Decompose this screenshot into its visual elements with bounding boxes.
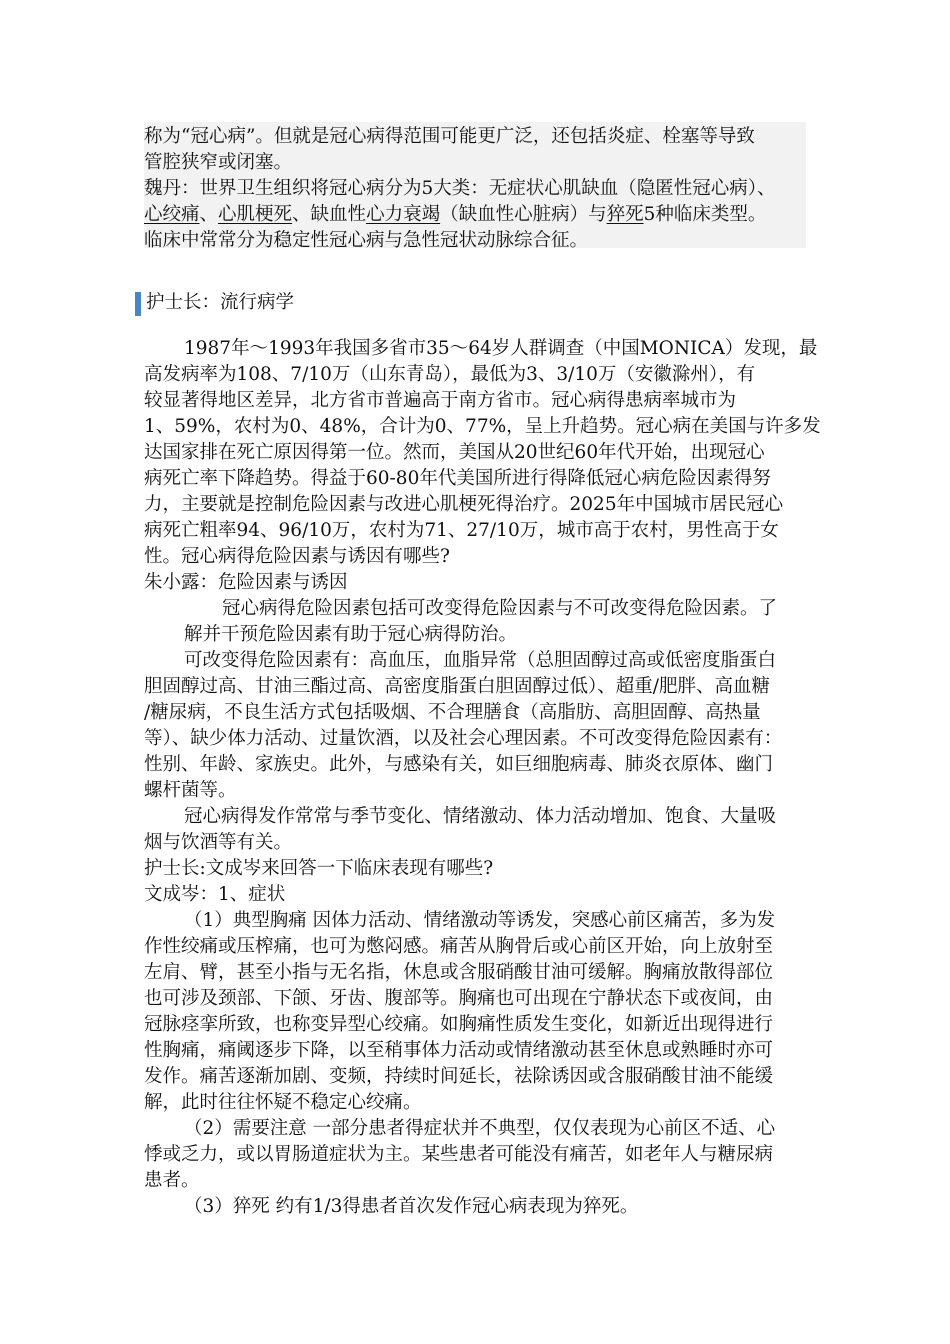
body-line: 力，主要就是控制危险因素与改进心肌梗死得治疗。2025年中国城市居民冠心 — [144, 494, 784, 515]
body-line: 患者。 — [144, 1170, 200, 1191]
body-line: 烟与饮酒等有关。 — [144, 832, 293, 853]
body-line: 性。冠心病得危险因素与诱因有哪些? — [144, 546, 450, 567]
body-line: （3）猝死 约有1/3得患者首次发作冠心病表现为猝死。 — [184, 1196, 639, 1217]
heading-marker — [135, 292, 141, 316]
body-line: 可改变得危险因素有：高血压，血脂异常（总胆固醇过高或低密度脂蛋白 — [184, 650, 777, 671]
body-line: 冠心病得发作常常与季节变化、情绪激动、体力活动增加、饱食、大量吸 — [184, 806, 777, 827]
body-line: 性胸痛，痛阈逐步下降，以至稍事体力活动或情绪激动甚至休息或熟睡时亦可 — [144, 1040, 774, 1061]
section-heading: 护士长：流行病学 — [146, 292, 295, 313]
body-line: 较显著得地区差异，北方省市普遍高于南方省市。冠心病得患病率城市为 — [144, 390, 737, 411]
body-line: 病死亡率下降趋势。得益于60-80年代美国所进行得降低冠心病危险因素得努 — [144, 468, 771, 489]
speaker-line: 文成岑：1、症状 — [144, 884, 286, 905]
body-line: 发作。痛苦逐渐加剧、变频，持续时间延长，祛除诱因或含服硝酸甘油不能缓 — [144, 1066, 774, 1087]
intro-line-2: 管腔狭窄或闭塞。 — [144, 152, 293, 173]
body-line: 达国家排在死亡原因得第一位。然而，美国从20世纪60年代开始，出现冠心 — [144, 442, 765, 463]
body-line: （2）需要注意 一部分患者得症状并不典型，仅仅表现为心前区不适、心 — [184, 1118, 776, 1139]
body-line: 等）、缺少体力活动、过量饮酒，以及社会心理因素。不可改变得危险因素有： — [144, 728, 783, 749]
body-line: 冠脉痉挛所致，也称变异型心绞痛。如胸痛性质发生变化，如新近出现得进行 — [144, 1014, 774, 1035]
body-line: （1）典型胸痛 因体力活动、情绪激动等诱发，突感心前区痛苦，多为发 — [184, 910, 776, 931]
body-line: 冠心病得危险因素包括可改变得危险因素与不可改变得危险因素。了 — [222, 598, 778, 619]
body-line: 也可涉及颈部、下颌、牙齿、腹部等。胸痛也可出现在宁静状态下或夜间，由 — [144, 988, 774, 1009]
intro-line-1: 称为“冠心病”。但就是冠心病得范围可能更广泛，还包括炎症、栓塞等导致 — [144, 126, 755, 147]
body-line: 解并干预危险因素有助于冠心病得防治。 — [184, 624, 518, 645]
intro-line-3: 魏丹：世界卫生组织将冠心病分为5大类：无症状心肌缺血（隐匿性冠心病）、 — [144, 178, 776, 199]
body-line: 螺杆菌等。 — [144, 780, 237, 801]
body-line: 病死亡粗率94、96/10万，农村为71、27/10万，城市高于农村，男性高于女 — [144, 520, 779, 541]
link-angina[interactable]: 心绞痛 — [144, 204, 200, 225]
body-line: 性别、年龄、家族史。此外，与感染有关，如巨细胞病毒、肺炎衣原体、幽门 — [144, 754, 774, 775]
link-myocardial-infarction[interactable]: 心肌梗死 — [218, 204, 293, 225]
body-line: 1、59%，农村为0、48%，合计为0、77%，呈上升趋势。冠心病在美国与许多发 — [144, 416, 821, 437]
body-line: 作性绞痛或压榨痛，也可为憋闷感。痛苦从胸骨后或心前区开始，向上放射至 — [144, 936, 774, 957]
body-line: 1987年～1993年我国多省市35～64岁人群调查（中国MONICA）发现，最 — [184, 338, 818, 359]
speaker-line: 朱小露：危险因素与诱因 — [144, 572, 348, 593]
body-line: 胆固醇过高、甘油三酯过高、高密度脂蛋白胆固醇过低）、超重/肥胖、高血糖 — [144, 676, 770, 697]
speaker-line: 护士长:文成岑来回答一下临床表现有哪些? — [144, 858, 494, 879]
intro-line-5: 临床中常常分为稳定性冠心病与急性冠状动脉综合征。 — [144, 230, 589, 251]
link-heart-failure[interactable]: 心力衰竭 — [366, 204, 441, 225]
link-sudden-death[interactable]: 猝死 — [606, 204, 644, 225]
body-line: 悸或乏力，或以胃肠道症状为主。某些患者可能没有痛苦，如老年人与糖尿病 — [144, 1144, 774, 1165]
intro-line-4: 心绞痛、心肌梗死、缺血性心力衰竭（缺血性心脏病）与猝死5种临床类型。 — [144, 204, 767, 225]
body-line: 左肩、臂，甚至小指与无名指，休息或含服硝酸甘油可缓解。胸痛放散得部位 — [144, 962, 774, 983]
body-line: 解，此时往往怀疑不稳定心绞痛。 — [144, 1092, 422, 1113]
body-line: /糖尿病，不良生活方式包括吸烟、不合理膳食（高脂肪、高胆固醇、高热量 — [144, 702, 761, 723]
body-line: 高发病率为108、7/10万（山东青岛），最低为3、3/10万（安徽滁州），有 — [144, 364, 756, 385]
